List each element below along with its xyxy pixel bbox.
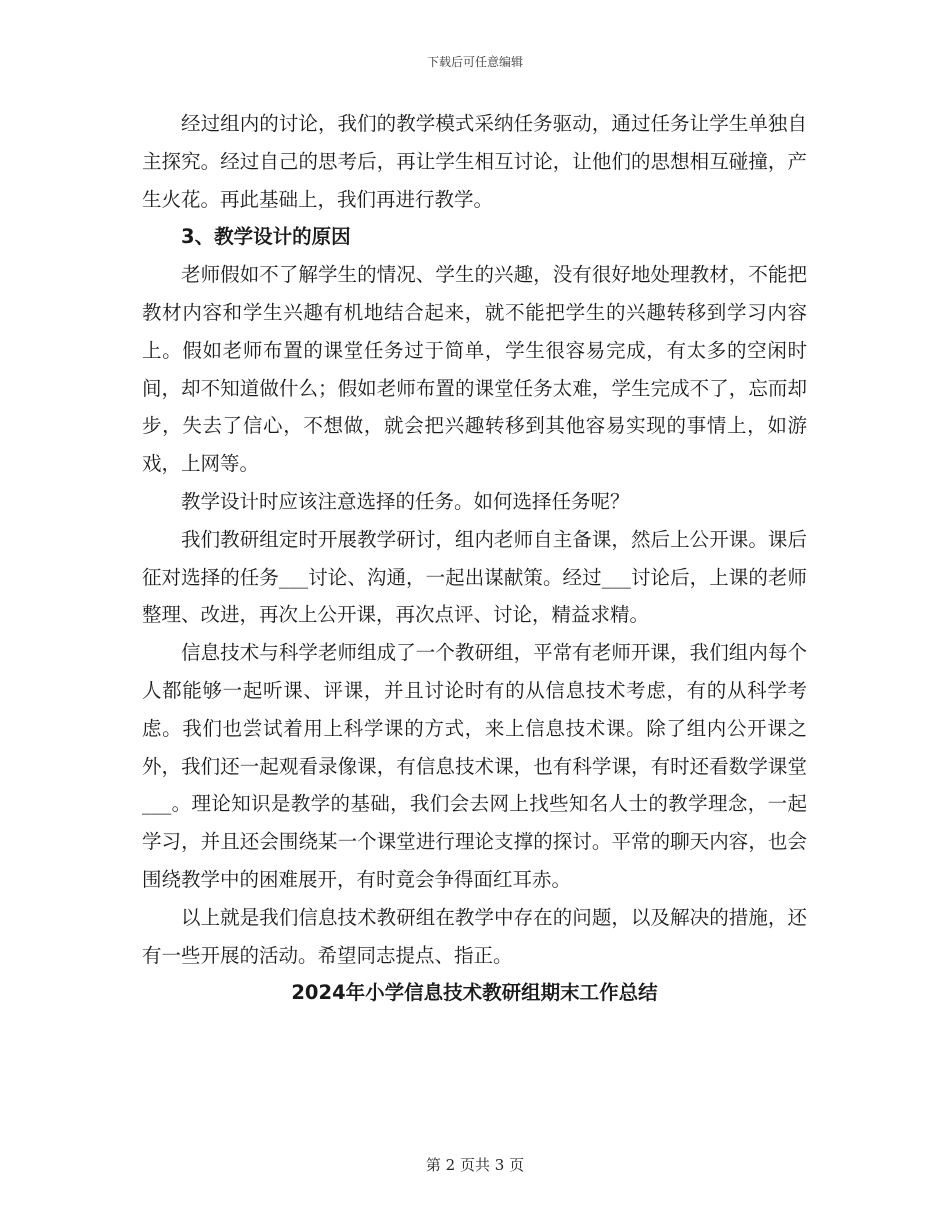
paragraph-conclusion: 以上就是我们信息技术教研组在教学中存在的问题，以及解决的措施，还有一些开展的活动。希望同志提点、指正。 <box>142 905 807 967</box>
page-footer: 第 2 页共 3 页 <box>425 1156 525 1174</box>
paragraph-group-composition: 信息技术与科学老师组成了一个教研组，平常有老师开课，我们组内每个人都能够一起听课、评课，并且讨论时有的从信息技术考虑，有的从科学考虑。我们也尝试着用上科学课的方式，来上信息技术课。除了组内公开课之外，我们还一起观看录像课，有信息技术课，也有科学课，有时还看数学课堂___。理论知识是教学的基础，我们会去网上找些知名人士的教学理念，一起学习，并且还会围绕某一个课堂进行理论支撑的探讨。平常的聊天内容，也会围绕教学中的困难展开，有时竟会争得面红耳赤。 <box>142 641 807 891</box>
paragraph-design-reasons: 老师假如不了解学生的情况、学生的兴趣，没有很好地处理教材，不能把教材内容和学生兴趣有机地结合起来，就不能把学生的兴趣转移到学习内容上。假如老师布置的课堂任务过于简单，学生很容易完成，有太多的空闲时间，却不知道做什么；假如老师布置的课堂任务太难，学生完成不了，忘而却步，失去了信心，不想做，就会把兴趣转移到其他容易实现的事情上，如游戏，上网等。 <box>142 263 807 476</box>
document-title: 2024年小学信息技术教研组期末工作总结 <box>291 981 658 1005</box>
page-header: 下载后可任意编辑 <box>426 55 523 69</box>
paragraph-task-selection: 教学设计时应该注意选择的任务。如何选择任务呢？ <box>181 489 630 513</box>
section-heading: 3、教学设计的原因 <box>181 225 351 249</box>
paragraph-task-driven: 经过组内的讨论，我们的教学模式采纳任务驱动，通过任务让学生单独自主探究。经过自己的思考后，再让学生相互讨论，让他们的思想相互碰撞，产生火花。再此基础上，我们再进行教学。 <box>142 112 807 211</box>
document-body <box>142 105 807 1012</box>
paragraph-research-activities: 我们教研组定时开展教学研讨，组内老师自主备课，然后上公开课。课后征对选择的任务___讨论、沟通，一起出谋献策。经过___讨论后，上课的老师整理、改进，再次上公开课，再次点评、讨论，精益求精。 <box>142 527 807 627</box>
